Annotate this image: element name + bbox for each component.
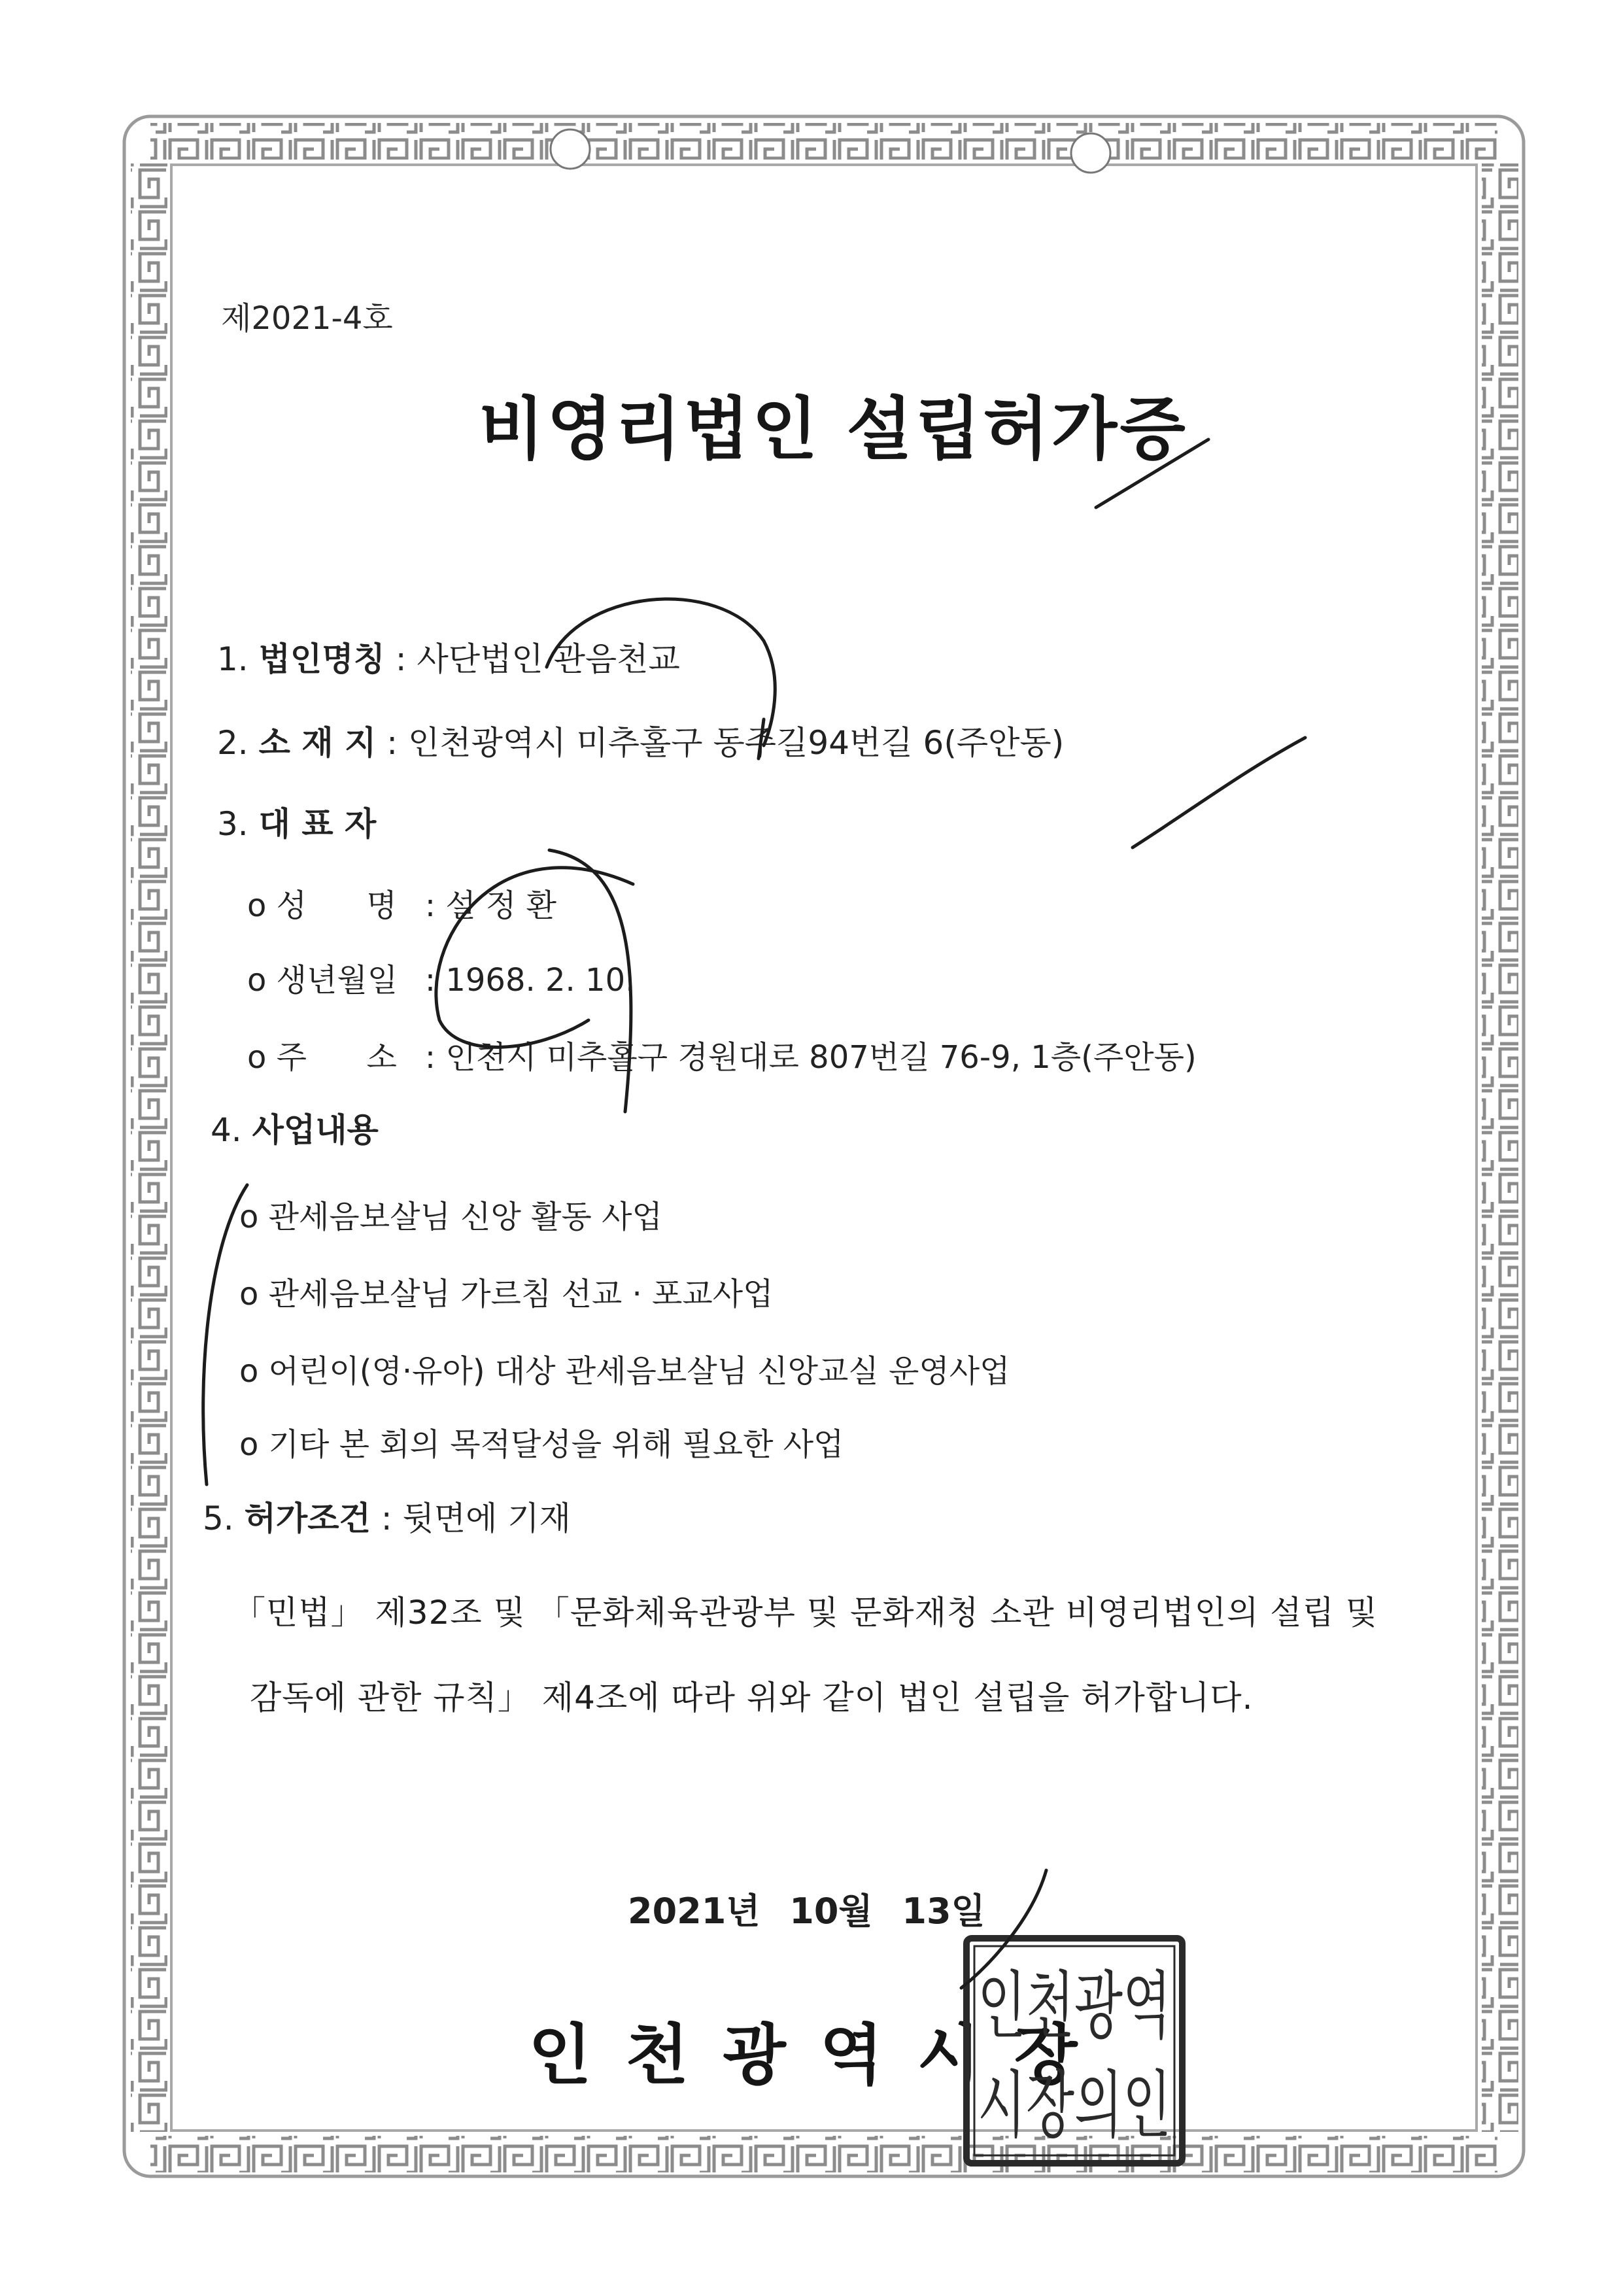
rep-label: 성 명 bbox=[276, 887, 397, 924]
item-number: 4. bbox=[211, 1111, 242, 1149]
item-number: 3. bbox=[217, 805, 248, 843]
item-conditions: 5. 허가조건 : 뒷면에 기재 bbox=[203, 1499, 571, 1537]
rep-value: 인천시 미추홀구 경원대로 807번길 76-9, 1층(주안동) bbox=[445, 1039, 1197, 1076]
document-number: 제2021-4호 bbox=[221, 300, 393, 337]
item-label: 사업내용 bbox=[252, 1111, 379, 1149]
rep-birth-row: o 생년월일 : 1968. 2. 10. bbox=[247, 955, 635, 1000]
rep-address-row: o 주 소 : 인천시 미추홀구 경원대로 807번길 76-9, 1층(주안동) bbox=[247, 1032, 1197, 1077]
svg-text:인천광역: 인천광역 bbox=[978, 1964, 1171, 2049]
statement-line-2: 감독에 관한 규칙」 제4조에 따라 위와 같이 법인 설립을 허가합니다. bbox=[250, 1679, 1254, 1717]
item-label: 법인명칭 bbox=[258, 640, 385, 678]
item-number: 2. bbox=[217, 724, 248, 762]
item-business bbox=[211, 1104, 379, 1151]
item-representative bbox=[217, 798, 376, 845]
issuer-name: 인천광역시장 bbox=[528, 2016, 1112, 2093]
item-number: 5. bbox=[203, 1499, 234, 1537]
item-value: 뒷면에 기재 bbox=[402, 1499, 571, 1537]
item-value: 사단법인 관음천교 bbox=[417, 640, 680, 678]
business-bullet: o 기타 본 회의 목적달성을 위해 필요한 사업 bbox=[239, 1426, 844, 1463]
page-title: 비영리법인 설립허가증 bbox=[479, 389, 1188, 469]
item-corporate-name: 1. 법인명칭 : 사단법인 관음천교 bbox=[217, 640, 680, 678]
item-number: 1. bbox=[217, 640, 248, 678]
rep-label: 생년월일 bbox=[276, 962, 398, 999]
svg-text:시장의인: 시장의인 bbox=[978, 2063, 1171, 2148]
rep-value: 1968. 2. 10. bbox=[445, 962, 636, 999]
business-bullet: o 관세음보살님 신앙 활동 사업 bbox=[239, 1199, 662, 1235]
business-bullet: o 관세음보살님 가르침 선교 · 포교사업 bbox=[239, 1276, 774, 1312]
issue-date: 2021년 10월 13일 bbox=[628, 1891, 985, 1932]
rep-label: 주 소 bbox=[276, 1039, 397, 1076]
item-label: 소 재 지 bbox=[258, 724, 377, 762]
rep-value: 설 정 환 bbox=[445, 887, 556, 924]
official-seal bbox=[963, 1934, 1186, 2167]
statement-line-1: 「민법」 제32조 및 「문화체육관광부 및 문화재청 소관 비영리법인의 설립 및 bbox=[233, 1594, 1378, 1632]
item-label: 허가조건 bbox=[244, 1499, 371, 1537]
business-bullet: o 어린이(영·유아) 대상 관세음보살님 신앙교실 운영사업 bbox=[239, 1353, 1010, 1390]
rep-name-row: o 성 명 : 설 정 환 bbox=[247, 880, 556, 925]
item-address: 2. 소 재 지 : 인천광역시 미추홀구 동주길94번길 6(주안동) bbox=[217, 724, 1065, 762]
item-label: 대 표 자 bbox=[258, 805, 377, 843]
item-value: 인천광역시 미추홀구 동주길94번길 6(주안동) bbox=[408, 724, 1065, 762]
